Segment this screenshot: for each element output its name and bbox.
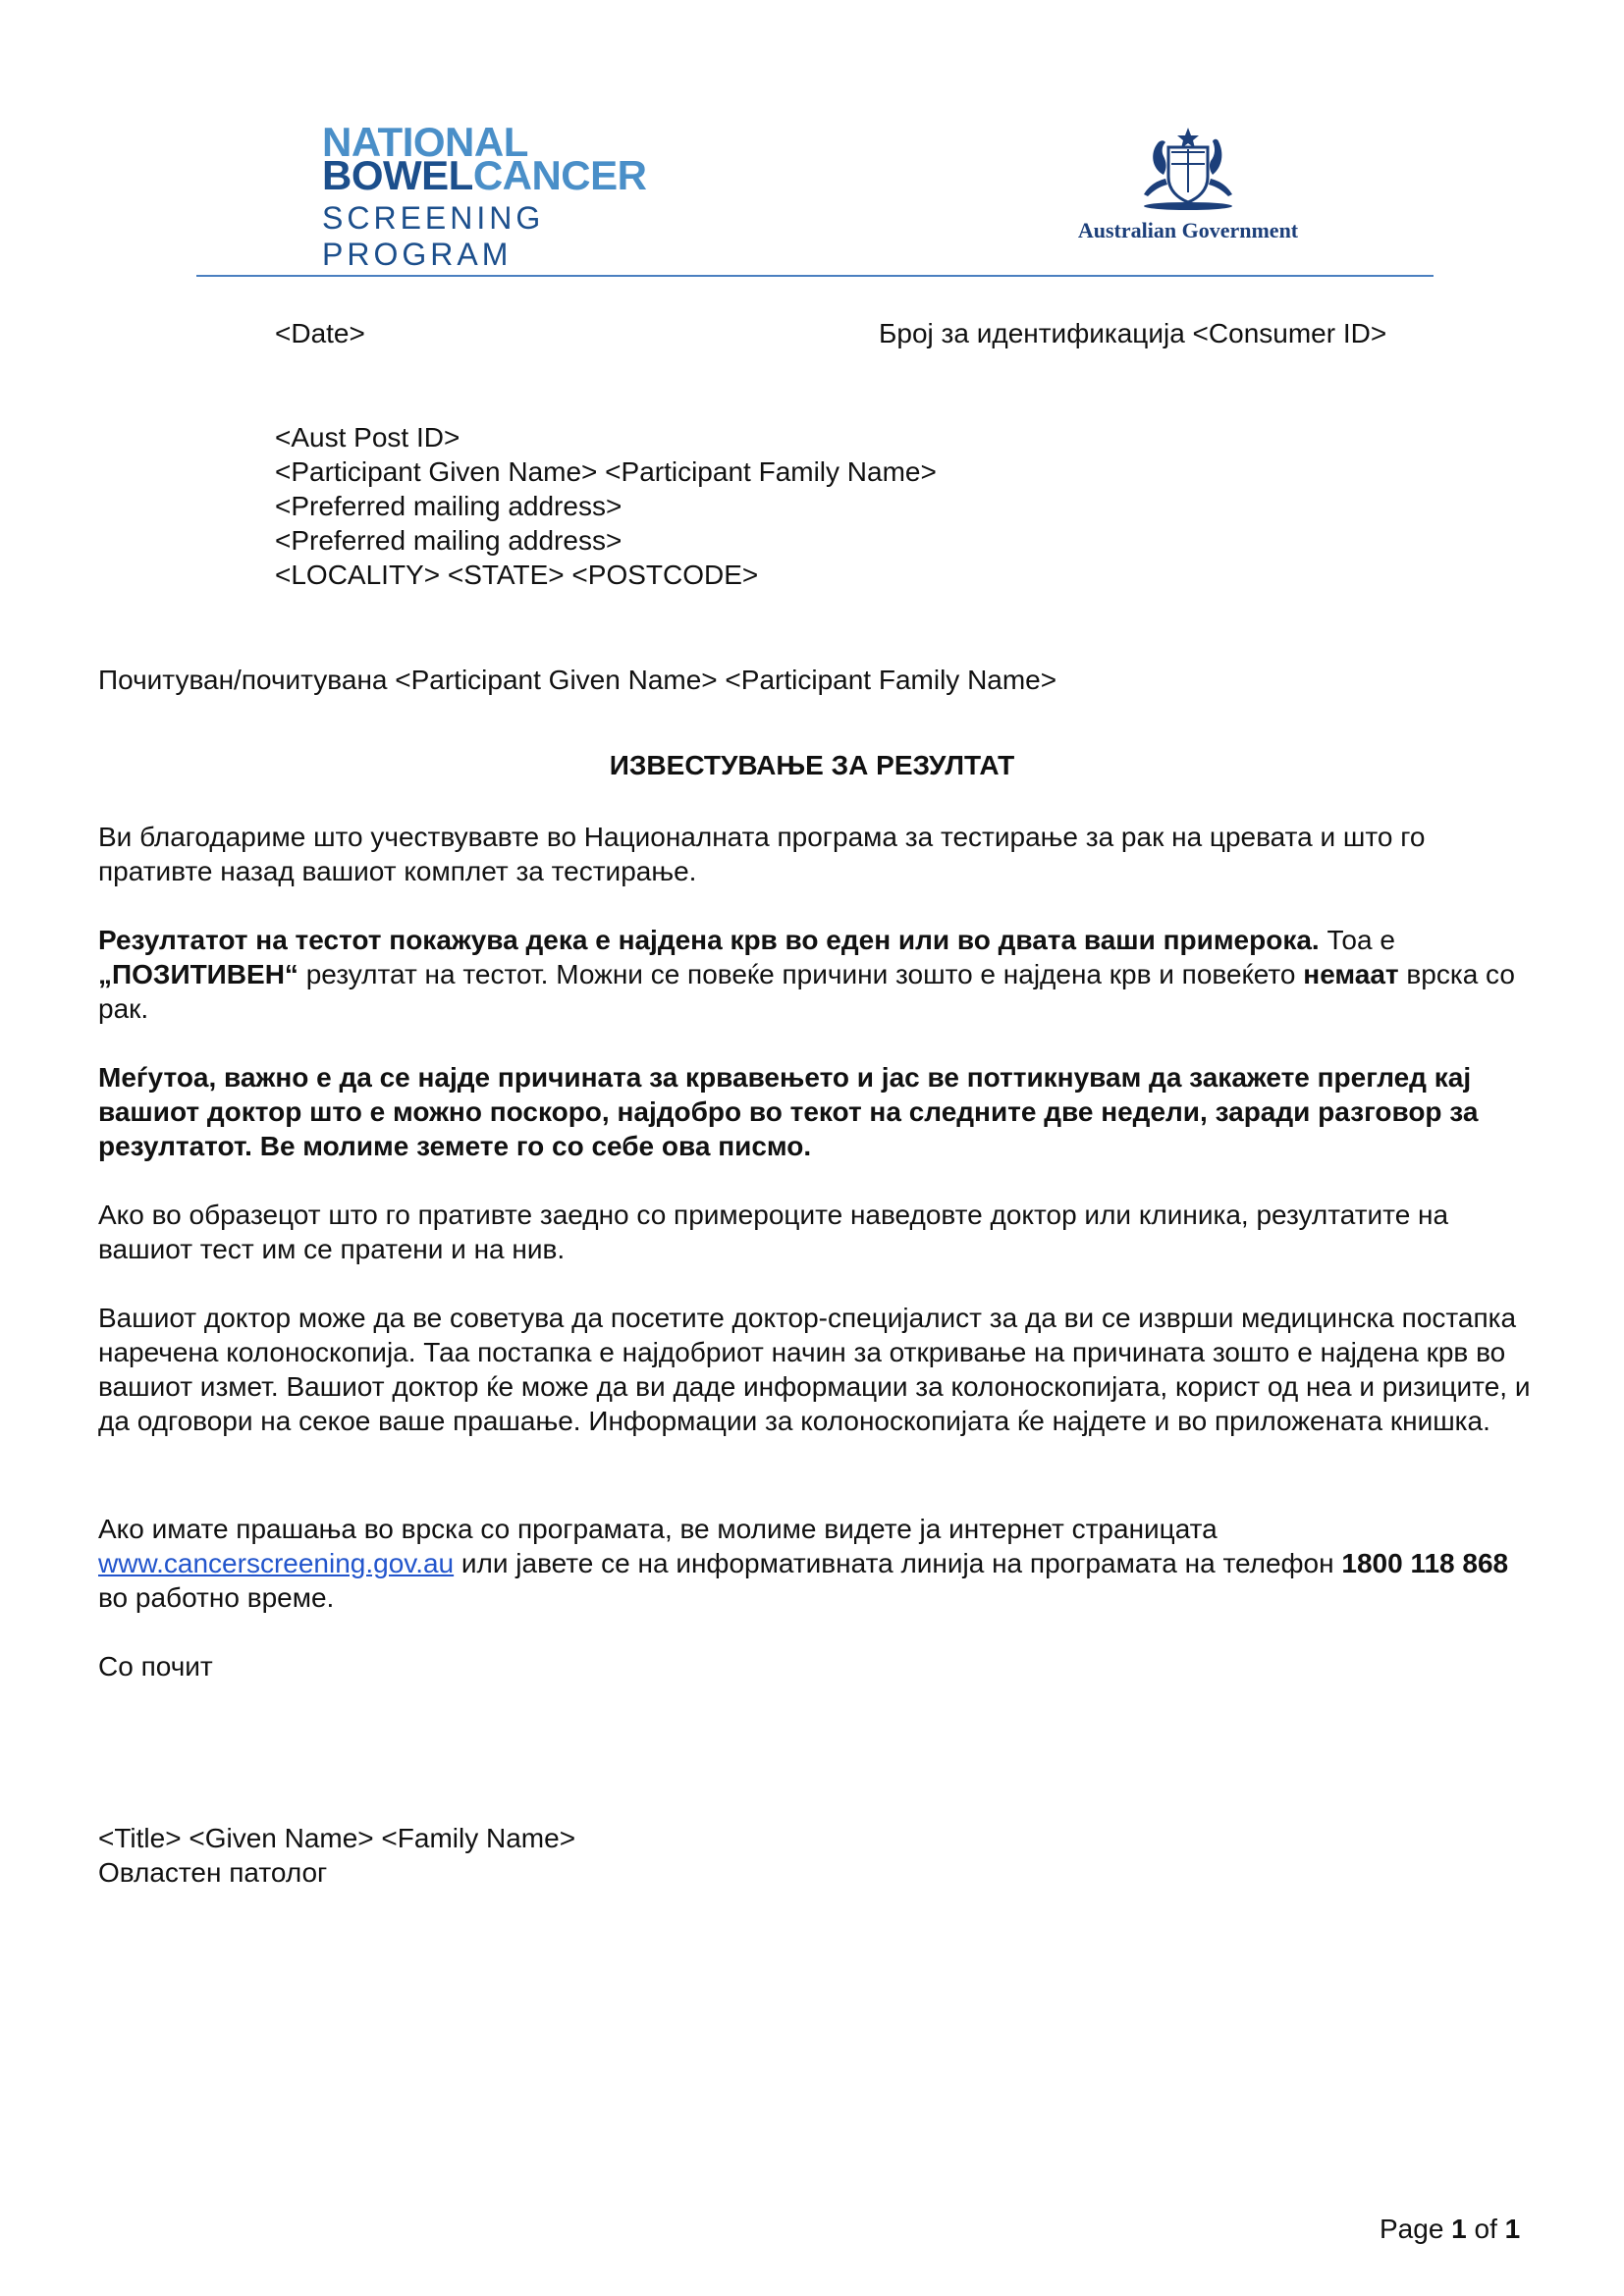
government-logo — [1051, 126, 1326, 243]
paragraph-thanks: Ви благодариме што учествувавте во Националната програма за тестирање за рак на цревата и што го пративте назад вашиот комплет за тестирање. — [98, 822, 1426, 886]
address-line: <Preferred mailing address> — [275, 491, 623, 521]
coat-of-arms-icon — [1124, 126, 1252, 214]
paragraph-results-sent: Ако во образецот што го пративте заедно со примероците наведовте доктор или клиника, резултатите на вашиот тест им се пратени и на нив. — [98, 1200, 1449, 1264]
logo-screening-program: SCREENING PROGRAM — [322, 200, 545, 272]
signer-name: <Title> <Given Name> <Family Name> — [98, 1823, 576, 1853]
address-line: <Aust Post ID> — [275, 422, 460, 453]
website-link[interactable]: www.cancerscreening.gov.au — [98, 1548, 455, 1578]
salutation: Почитуван/почитувана <Participant Given Name> <Participant Family Name> — [98, 665, 1057, 695]
signer-role: Овластен патолог — [98, 1857, 328, 1888]
closing: Со почит — [98, 1651, 213, 1682]
letter-date: <Date> — [275, 318, 365, 348]
government-name: Australian Government — [1077, 218, 1299, 242]
page-number: Page 1 of 1 — [1380, 2214, 1521, 2244]
address-line: <LOCALITY> <STATE> <POSTCODE> — [275, 560, 759, 590]
logo-national: NATIONAL — [322, 119, 528, 165]
signature-block — [98, 1821, 575, 1890]
paragraph-result: Резултатот на тестот покажува дека е најдена крв во еден или во двата ваши примерока. Тоа е „ПОЗИТИВЕН“ резултат на тестот. Можни се повеќе причини зошто е најдена крв и повеќето немаат врска со рак. — [98, 925, 1515, 1024]
paragraph-colonoscopy: Вашиот доктор може да ве советува да посетите доктор-специјалист за да ви се изврши медицинска постапка наречена колоноскопија. Таа постапка е најдобриот начин за откривање на причината зошто е најдена крв во вашиот измет. Вашиот доктор ќе може да ви даде информации за колоноскопијата, корист од неа и ризиците, и да одговори на секое ваше прашање. Информации за колоноскопијата ќе најдете и во приложената книшка. — [98, 1303, 1531, 1436]
address-line: <Participant Given Name> <Participant Family Name> — [275, 456, 937, 487]
phone-number: 1800 118 868 — [1341, 1548, 1509, 1578]
address-line: <Preferred mailing address> — [275, 525, 623, 556]
program-logo — [322, 119, 695, 273]
letter-heading: ИЗВЕСТУВАЊЕ ЗА РЕЗУЛТАТ — [609, 750, 1015, 780]
recipient-address — [275, 420, 937, 592]
logo-bowel-cancer: BOWELCANCER — [322, 152, 647, 198]
paragraph-see-doctor: Меѓутоа, важно е да се најде причината за крвавењето и јас ве поттикнувам да закажете преглед кај вашиот доктор што е можно поскоро, најдобро во текот на следните две недели, заради разговор за резултатот. Ве молиме земете го со себе ова писмо. — [98, 1062, 1479, 1161]
header-divider — [196, 275, 1434, 277]
consumer-id: Број за идентификација <Consumer ID> — [879, 318, 1387, 348]
paragraph-contact: Ако имате прашања во врска со програмата, ве молиме видете ја интернет страницата www.cancerscreening.gov.au или јавете се на информативната линија на програмата на телефон 1800 118 868 во работно време. — [98, 1514, 1509, 1613]
